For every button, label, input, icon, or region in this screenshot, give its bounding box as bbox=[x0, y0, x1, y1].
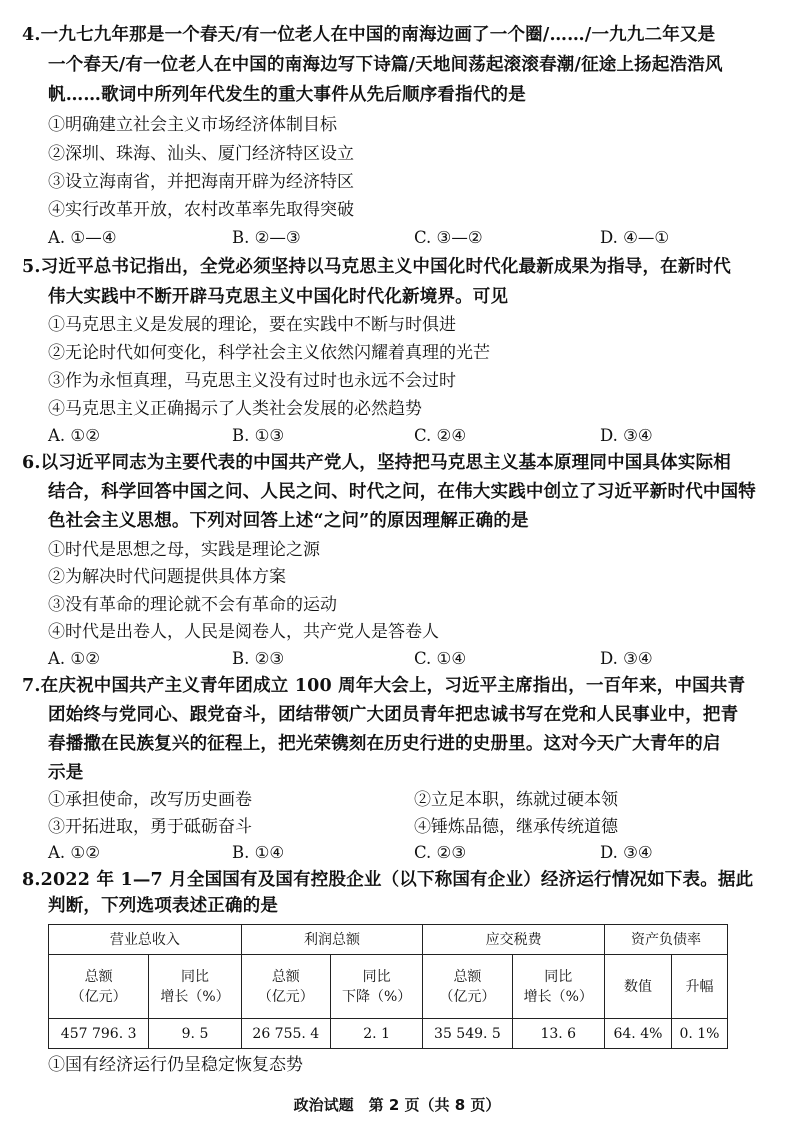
q6-stem-line-3: 色社会主义思想。下列对回答上述“之问”的原因理解正确的是 bbox=[48, 511, 529, 531]
q4-item-1: ①明确建立社会主义市场经济体制目标 bbox=[48, 115, 337, 135]
q4-stem-line-3: 帆……歌词中所列年代发生的重大事件从先后顺序看指代的是 bbox=[48, 85, 526, 105]
q7-item-1: ①承担使命，改写历史画卷 bbox=[48, 790, 252, 810]
q7-item-4: ④锤炼品德，继承传统道德 bbox=[414, 817, 618, 837]
q8-stem-line-1: 8.2022 年 1—7 月全国国有及国有控股企业（以下称国有企业）经济运行情况如下表。据此 bbox=[22, 870, 754, 890]
q7-item-2: ②立足本职，练就过硬本领 bbox=[414, 790, 618, 810]
table-subheader: 总额 （亿元） bbox=[423, 955, 512, 1019]
table-cell: 9. 5 bbox=[149, 1019, 241, 1049]
q4-item-4: ④实行改革开放，农村改革率先取得突破 bbox=[48, 200, 354, 220]
q8-data-table bbox=[48, 924, 728, 1049]
q7-number: 7. bbox=[22, 676, 41, 696]
q7-stem-line-3: 春播撒在民族复兴的征程上，把光荣镌刻在历史行进的史册里。这对今天广大青年的启 bbox=[48, 734, 721, 754]
q4-choice-c: C. ③—② bbox=[414, 228, 483, 247]
q5-number: 5. bbox=[22, 257, 41, 277]
table-group-header: 资产负债率 bbox=[604, 925, 727, 955]
table-row bbox=[49, 1019, 728, 1049]
q5-choice-c: C. ②④ bbox=[414, 426, 467, 445]
table-subheader: 升幅 bbox=[671, 955, 727, 1019]
q8-stem-line-2: 判断，下列选项表述正确的是 bbox=[48, 896, 279, 916]
q7-choice-a: A. ①② bbox=[48, 843, 100, 862]
q5-item-3: ③作为永恒真理，马克思主义没有过时也永远不会过时 bbox=[48, 371, 456, 391]
q6-item-3: ③没有革命的理论就不会有革命的运动 bbox=[48, 595, 337, 615]
q6-choice-b: B. ②③ bbox=[232, 649, 285, 668]
q5-choice-b: B. ①③ bbox=[232, 426, 285, 445]
q4-item-2: ②深圳、珠海、汕头、厦门经济特区设立 bbox=[48, 144, 354, 164]
table-group-header: 营业总收入 bbox=[49, 925, 242, 955]
q6-stem-line-1: 6.以习近平同志为主要代表的中国共产党人，坚持把马克思主义基本原理同中国具体实际相 bbox=[22, 453, 731, 473]
q5-item-2: ②无论时代如何变化，科学社会主义依然闪耀着真理的光芒 bbox=[48, 343, 490, 363]
q4-item-3: ③设立海南省，并把海南开辟为经济特区 bbox=[48, 172, 354, 192]
table-group-header: 应交税费 bbox=[423, 925, 605, 955]
q5-item-4: ④马克思主义正确揭示了人类社会发展的必然趋势 bbox=[48, 399, 422, 419]
q5-stem-line-2: 伟大实践中不断开辟马克思主义中国化时代化新境界。可见 bbox=[48, 287, 509, 307]
table-subheader: 同比 增长（%） bbox=[512, 955, 604, 1019]
q7-stem-line-4: 示是 bbox=[48, 763, 84, 783]
table-subheader-row bbox=[49, 955, 728, 1019]
q7-choice-c: C. ②③ bbox=[414, 843, 467, 862]
q5-stem-line-1: 5.习近平总书记指出，全党必须坚持以马克思主义中国化时代化最新成果为指导，在新时代 bbox=[22, 257, 731, 277]
table-cell: 64. 4% bbox=[604, 1019, 671, 1049]
q4-choice-b: B. ②—③ bbox=[232, 228, 301, 247]
table-cell: 2. 1 bbox=[330, 1019, 422, 1049]
q6-item-1: ①时代是思想之母，实践是理论之源 bbox=[48, 540, 320, 560]
q6-choice-d: D. ③④ bbox=[600, 649, 653, 668]
q6-item-4: ④时代是出卷人，人民是阅卷人，共产党人是答卷人 bbox=[48, 622, 439, 642]
table-subheader: 总额 （亿元） bbox=[241, 955, 330, 1019]
q5-choice-a: A. ①② bbox=[48, 426, 100, 445]
table-cell: 13. 6 bbox=[512, 1019, 604, 1049]
q4-stem-line-1: 4.一九七九年那是一个春天/有一位老人在中国的南海边画了一个圈/……/一九九二年又是 bbox=[22, 25, 716, 45]
table-group-header: 利润总额 bbox=[241, 925, 423, 955]
q8-number: 8. bbox=[22, 870, 41, 890]
q4-choice-d: D. ④—① bbox=[600, 228, 670, 247]
table-cell: 26 755. 4 bbox=[241, 1019, 330, 1049]
table-subheader: 同比 下降（%） bbox=[330, 955, 422, 1019]
q6-stem-line-2: 结合，科学回答中国之问、人民之问、时代之问，在伟大实践中创立了习近平新时代中国特 bbox=[48, 482, 756, 502]
q7-stem-line-2: 团始终与党同心、跟党奋斗，团结带领广大团员青年把忠诚书写在党和人民事业中，把青 bbox=[48, 705, 739, 725]
table-cell: 457 796. 3 bbox=[49, 1019, 149, 1049]
q7-stem-line-1: 7.在庆祝中国共产主义青年团成立 100 周年大会上，习近平主席指出，一百年来，中国共青 bbox=[22, 676, 746, 696]
q8-item-1: ①国有经济运行仍呈稳定恢复态势 bbox=[48, 1055, 303, 1075]
q7-item-3: ③开拓进取，勇于砥砺奋斗 bbox=[48, 817, 252, 837]
table-subheader: 数值 bbox=[604, 955, 671, 1019]
q6-number: 6. bbox=[22, 453, 41, 473]
q7-choice-b: B. ①④ bbox=[232, 843, 285, 862]
q7-choice-d: D. ③④ bbox=[600, 843, 653, 862]
table-cell: 0. 1% bbox=[671, 1019, 727, 1049]
table-cell: 35 549. 5 bbox=[423, 1019, 512, 1049]
table-subheader: 同比 增长（%） bbox=[149, 955, 241, 1019]
page-footer: 政治试题 第 2 页（共 8 页） bbox=[293, 1096, 501, 1114]
q4-number: 4. bbox=[22, 25, 41, 45]
table-subheader: 总额 （亿元） bbox=[49, 955, 149, 1019]
q5-choice-d: D. ③④ bbox=[600, 426, 653, 445]
q4-stem-line-2: 一个春天/有一位老人在中国的南海边写下诗篇/天地间荡起滚滚春潮/征途上扬起浩浩风 bbox=[48, 55, 723, 75]
table-header-row bbox=[49, 925, 728, 955]
q6-choice-a: A. ①② bbox=[48, 649, 100, 668]
q4-choice-a: A. ①—④ bbox=[48, 228, 117, 247]
q5-item-1: ①马克思主义是发展的理论，要在实践中不断与时俱进 bbox=[48, 315, 456, 335]
q6-choice-c: C. ①④ bbox=[414, 649, 467, 668]
q6-item-2: ②为解决时代问题提供具体方案 bbox=[48, 567, 286, 587]
